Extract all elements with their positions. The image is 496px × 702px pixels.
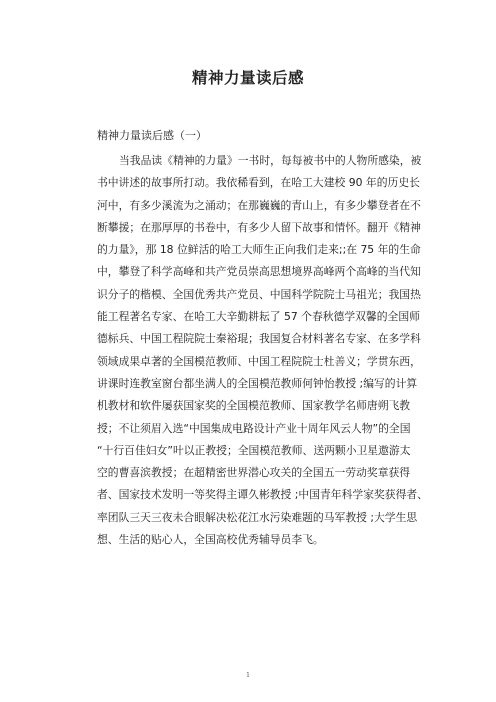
paragraph-line: 断攀援；在那厚厚的书卷中，有多少人留下故事和情怀。翻开《精神 [97,220,421,234]
paragraph-line: 书中讲述的故事所打动。我依稀看到，在哈工大建校 90 年的历史长 [97,176,420,190]
body-paragraph [97,150,428,551]
paragraph-line: 想、生活的贴心人，全国高校优秀辅导员李飞。 [97,533,324,547]
paragraph-line: 中，攀登了科学高峰和共产党员崇高思想境界高峰两个高峰的当代知 [97,265,421,279]
paragraph-line: 能工程著名专家、在哈工大辛勤耕耘了 57 个春秋德学双馨的全国师 [97,310,420,324]
paragraph-line: 领域成果卓著的全国模范教师、中国工程院院士杜善义；学贯东西， [97,354,421,368]
paragraph-line: 机教材和软件屡获国家奖的全国模范教师、国家教学名师唐朔飞教 [97,399,411,413]
section-heading: 精神力量读后感（一） [97,129,207,142]
paragraph-line: 当我品读《精神的力量》一书时，每每被书中的人物所感染，被 [119,154,422,167]
paragraph-line: 者、国家技术发明一等奖得主谭久彬教授 ;中国青年科学家奖获得者、 [97,488,428,502]
paragraph-line: 率团队三天三夜未合眼解决松花江水污染难题的马军教授 ;大学生思 [97,510,418,524]
paragraph-line: 识分子的楷模、全国优秀共产党员、中国科学院院士马祖光；我国热 [97,287,421,301]
paragraph-line: “十行百佳妇女”叶以正教授；全国模范教师、送两颗小卫星遨游太 [97,443,411,457]
paragraph-line: 德标兵、中国工程院院士秦裕琨；我国复合材料著名专家、在多学科 [97,332,421,346]
page-number: 1 [246,672,250,679]
document-title: 精神力量读后感 [191,69,304,87]
paragraph-line: 的力量》，那 18 位鲜活的哈工大师生正向我们走来;;在 75 年的生命 [97,243,421,257]
paragraph-line: 授；不让须眉入选“中国集成电路设计产业十周年风云人物”的全国 [97,421,411,435]
paragraph-line: 讲课时连教室窗台都坐满人的全国模范教师何钟怡教授 ;编写的计算 [97,376,418,390]
paragraph-line: 河中，有多少溪流为之涌动；在那巍巍的青山上，有多少攀登者在不 [97,198,421,212]
paragraph-line: 空的曹喜滨教授；在超精密世界潜心攻关的全国五一劳动奖章获得 [97,466,411,480]
